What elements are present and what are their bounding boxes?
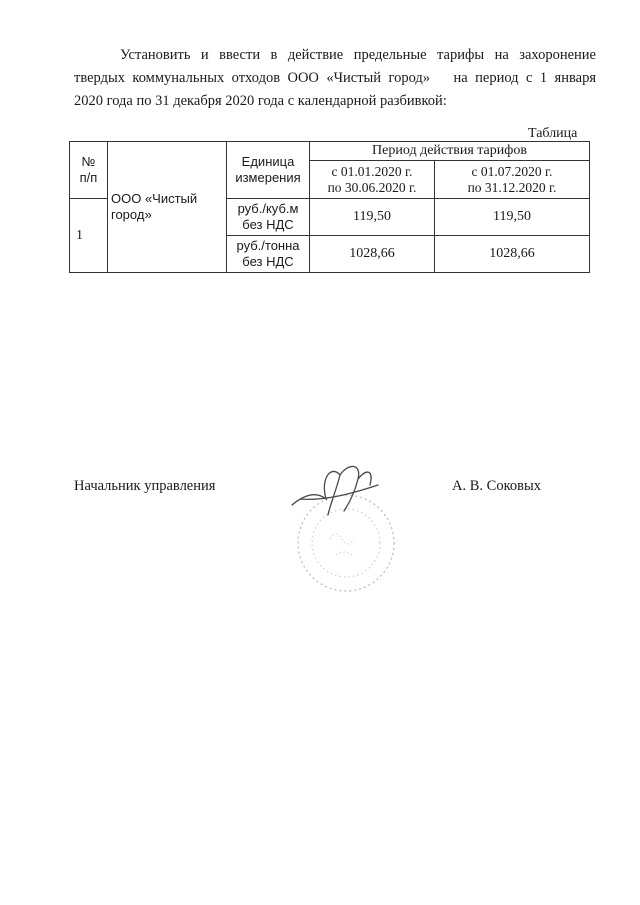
header-period: Период действия тарифов — [310, 142, 590, 161]
handwritten-signature — [292, 466, 378, 515]
paragraph-line-2a: твердых коммунальных отходов ООО «Чистый город» — [74, 70, 431, 86]
signature-role: Начальник управления — [74, 478, 216, 494]
header-unit — [227, 142, 310, 199]
unit-line2: без НДС — [242, 217, 294, 232]
header-period-2 — [435, 161, 590, 199]
unit-line1: руб./куб.м — [237, 201, 299, 216]
signature-stamp-graphic — [270, 455, 410, 605]
row-number: 1 — [70, 199, 108, 273]
table-caption: Таблица — [528, 126, 578, 141]
header-period-1 — [310, 161, 435, 199]
tariff-value-period2: 1028,66 — [435, 236, 590, 273]
unit-line1: руб./тонна — [236, 238, 300, 253]
tariff-value-period1: 1028,66 — [310, 236, 435, 273]
header-number — [70, 142, 108, 199]
header-number-line1: № — [81, 154, 96, 169]
period1-from: с 01.01.2020 г. — [331, 163, 413, 179]
org-name-line1: ООО «Чистый — [111, 191, 198, 206]
period1-to: по 30.06.2020 г. — [327, 179, 417, 195]
unit-line2: без НДС — [242, 254, 294, 269]
header-number-line2: п/п — [79, 170, 98, 185]
org-name-line2: город» — [111, 207, 152, 222]
header-unit-line1: Единица — [241, 154, 295, 169]
period2-to: по 31.12.2020 г. — [467, 179, 557, 195]
tariff-value-period2: 119,50 — [435, 199, 590, 236]
stamp-inner-ring — [312, 509, 380, 577]
signature-name: А. В. Соковых — [452, 478, 541, 494]
tariff-table — [69, 141, 590, 273]
paragraph-line-2 — [74, 67, 596, 90]
unit-cell — [227, 199, 310, 236]
org-cell — [108, 142, 227, 273]
unit-cell — [227, 236, 310, 273]
paragraph-line-3: 2020 года по 31 декабря 2020 года с календарной разбивкой: — [74, 93, 447, 109]
header-unit-line2: измерения — [235, 170, 301, 185]
decree-paragraph — [74, 44, 596, 113]
paragraph-line-1: Установить и ввести в действие предельные тарифы на захоронение — [120, 47, 596, 63]
tariff-value-period1: 119,50 — [310, 199, 435, 236]
stamp-emblem — [330, 534, 354, 555]
table-header-row — [70, 142, 590, 161]
period2-from: с 01.07.2020 г. — [471, 163, 553, 179]
paragraph-line-2b: на период с 1 января — [453, 70, 596, 86]
